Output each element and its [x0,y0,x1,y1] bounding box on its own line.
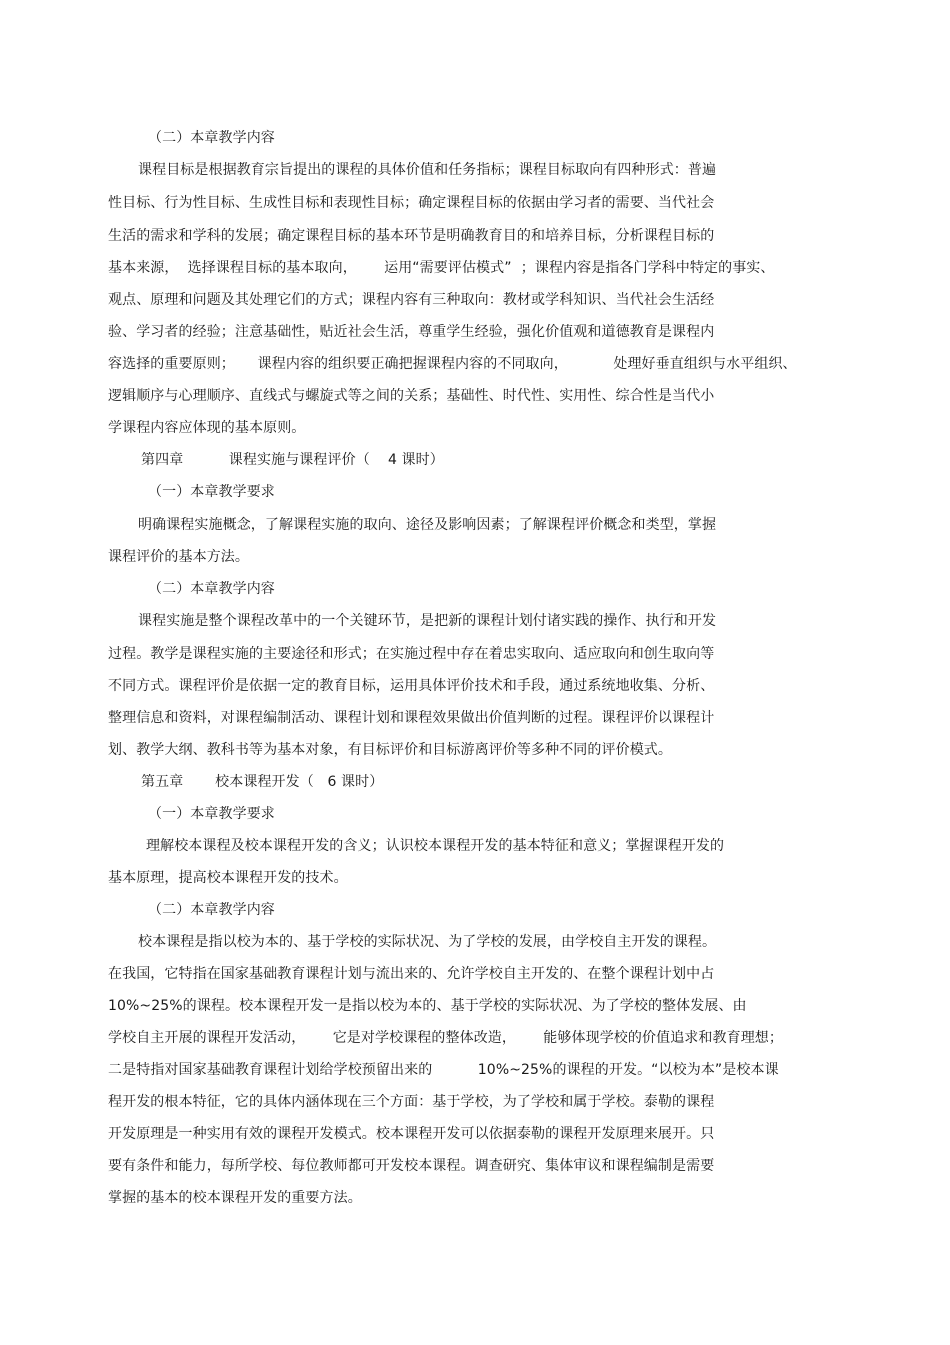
paragraph-line: 课程目标是根据教育宗旨提出的课程的具体价值和任务指标；课程目标取向有四种形式：普遍 [138,162,717,178]
chapter-heading: 第四章 课程实施与课程评价（ 4 课时） [141,452,444,468]
paragraph-line: 观点、原理和问题及其处理它们的方式；课程内容有三种取向：教材或学科知识、当代社会生活经 [108,292,715,308]
paragraph-line: 学校自主开展的课程开发活动， 它是对学校课程的整体改造， 能够体现学校的价值追求和教育理想； [108,1030,783,1046]
paragraph-line: 明确课程实施概念，了解课程实施的取向、途径及影响因素；了解课程评价概念和类型，掌握 [138,517,717,533]
paragraph-line: 性目标、行为性目标、生成性目标和表现性目标；确定课程目标的依据由学习者的需要、当代社会 [108,195,715,211]
paragraph-line: 程开发的根本特征，它的具体内涵体现在三个方面：基于学校，为了学校和属于学校。泰勒的课程 [108,1094,715,1110]
paragraph-line: 整理信息和资料，对课程编制活动、课程计划和课程效果做出价值判断的过程。课程评价以课程计 [108,710,715,726]
paragraph-line: 学课程内容应体现的基本原则。 [108,420,306,436]
paragraph-line: 掌握的基本的校本课程开发的重要方法。 [108,1190,362,1206]
paragraph-line: 理解校本课程及校本课程开发的含义；认识校本课程开发的基本特征和意义；掌握课程开发的 [146,838,725,854]
section-heading: （二）本章教学内容 [148,130,275,146]
paragraph-line: 10%~25%的课程。校本课程开发一是指以校为本的、基于学校的实际状况、为了学校的整体发展、由 [108,998,747,1014]
paragraph-line: 逻辑顺序与心理顺序、直线式与螺旋式等之间的关系；基础性、时代性、实用性、综合性是当代小 [108,388,715,404]
paragraph-line: 不同方式。课程评价是依据一定的教育目标，运用具体评价技术和手段，通过系统地收集、分析、 [108,678,715,694]
paragraph-line: 生活的需求和学科的发展；确定课程目标的基本环节是明确教育目的和培养目标，分析课程目标的 [108,228,715,244]
paragraph-line: 课程评价的基本方法。 [108,549,249,565]
paragraph-line: 基本原理，提高校本课程开发的技术。 [108,870,348,886]
paragraph-line: 基本来源， 选择课程目标的基本取向， 运用“需要评估模式” ；课程内容是指各门学科中特定的事实、 [108,260,775,276]
paragraph-line: 验、学习者的经验；注意基础性，贴近社会生活，尊重学生经验，强化价值观和道德教育是课程内 [108,324,715,340]
chapter-heading: 第五章 校本课程开发（ 6 课时） [141,774,384,790]
paragraph-line: 容选择的重要原则； 课程内容的组织要正确把握课程内容的不同取向， 处理好垂直组织与水平组织、 [108,356,797,372]
paragraph-line: 二是特指对国家基础教育课程计划给学校预留出来的 10%~25%的课程的开发。“以校为本”是校本课 [108,1062,779,1078]
paragraph-line: 校本课程是指以校为本的、基于学校的实际状况、为了学校的发展，由学校自主开发的课程。 [138,934,717,950]
paragraph-line: 划、教学大纲、教科书等为基本对象，有目标评价和目标游离评价等多种不同的评价模式。 [108,742,672,758]
paragraph-line: 过程。教学是课程实施的主要途径和形式；在实施过程中存在着忠实取向、适应取向和创生取向等 [108,646,715,662]
section-heading: （一）本章教学要求 [148,484,275,500]
paragraph-line: 在我国，它特指在国家基础教育课程计划与流出来的、允许学校自主开发的、在整个课程计划中占 [108,966,715,982]
paragraph-line: 开发原理是一种实用有效的课程开发模式。校本课程开发可以依据泰勒的课程开发原理来展开。只 [108,1126,715,1142]
paragraph-line: 课程实施是整个课程改革中的一个关键环节，是把新的课程计划付诸实践的操作、执行和开发 [138,613,717,629]
section-heading: （二）本章教学内容 [148,902,275,918]
section-heading: （一）本章教学要求 [148,806,275,822]
section-heading: （二）本章教学内容 [148,581,275,597]
paragraph-line: 要有条件和能力，每所学校、每位教师都可开发校本课程。调查研究、集体审议和课程编制是需要 [108,1158,715,1174]
